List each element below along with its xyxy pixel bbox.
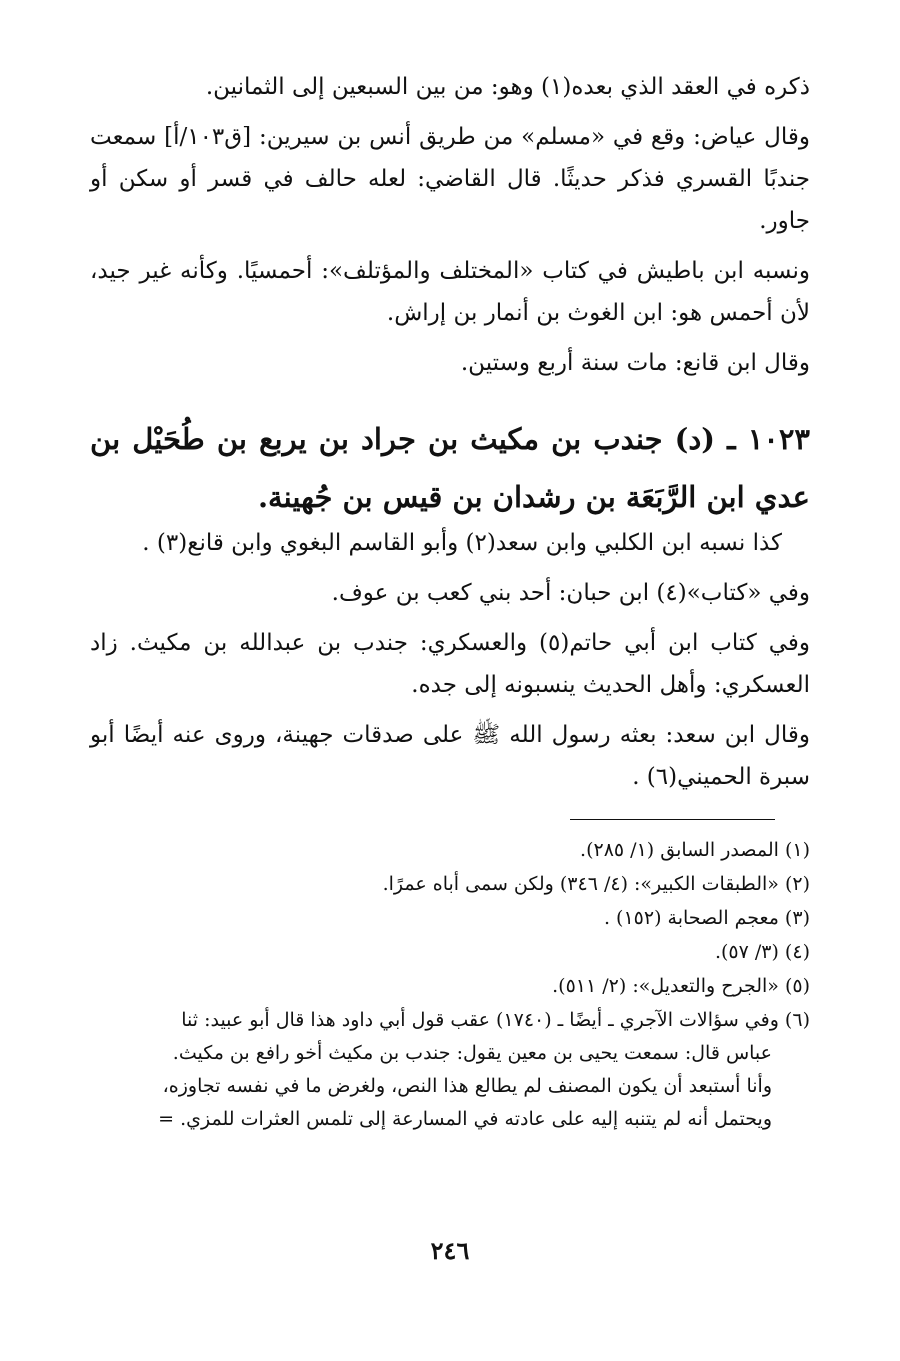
- footnote: (٢) «الطبقات الكبير»: (٤/ ٣٤٦) ولكن سمى أباه عمرًا.: [382, 873, 810, 895]
- footnote: (٦) وفي سؤالات الآجري ـ أيضًا ـ (١٧٤٠) عقب قول أبي داود هذا قال أبو عبيد: ثنا: [181, 1009, 810, 1031]
- page-number: ٢٤٦: [430, 1236, 470, 1265]
- paragraph-text: وفي «كتاب»(٤) ابن حبان: أحد بني كعب بن عوف.: [331, 580, 810, 606]
- paragraph-text: كذا نسبه ابن الكلبي وابن سعد(٢) وأبو القاسم البغوي وابن قانع(٣) .: [142, 530, 782, 556]
- footnote-continuation: عباس قال: سمعت يحيى بن معين يقول: جندب بن مكيث أخو رافع بن مكيث.: [172, 1042, 772, 1064]
- footnote-continuation: وأنا أستبعد أن يكون المصنف لم يطالع هذا النص، ولغرض ما في نفسه تجاوزه،: [162, 1075, 772, 1097]
- main-text-upper: [90, 66, 810, 384]
- paragraph-text: وفي كتاب ابن أبي حاتم(٥) والعسكري: جندب بن عبدالله بن مكيث. زاد العسكري: وأهل الحديث ينسبونه إلى جده.: [90, 630, 810, 698]
- footnote: (١) المصدر السابق (١/ ٢٨٥).: [580, 839, 810, 861]
- biography-entry: [90, 410, 810, 526]
- paragraph-text: ونسبه ابن باطيش في كتاب «المختلف والمؤتلف»: أحمسيًا. وكأنه غير جيد، لأن أحمس هو: ابن الغوث بن أنمار بن إراش.: [90, 258, 810, 326]
- paragraph-text: وقال ابن قانع: مات سنة أربع وستين.: [460, 350, 810, 376]
- footnote: (٤) (٣/ ٥٧).: [714, 941, 810, 963]
- footnote: (٣) معجم الصحابة (١٥٢) .: [603, 907, 810, 929]
- paragraph-text: وقال ابن سعد: بعثه رسول الله ﷺ على صدقات جهينة، وروى عنه أيضًا أبو سبرة الحميني(٦) .: [90, 722, 810, 790]
- paragraph-text: ذكره في العقد الذي بعده(١) وهو: من بين السبعين إلى الثمانين.: [205, 74, 810, 100]
- footnote-continuation: ويحتمل أنه لم يتنبه إليه على عادته في المسارعة إلى تلمس العثرات للمزي. =: [158, 1108, 772, 1130]
- footnotes: [90, 833, 810, 1136]
- entry-heading: ١٠٢٣ ـ (د) جندب بن مكيث بن جراد بن يربع بن طُحَيْل بن عدي ابن الرَّبَعَة بن رشدان بن قيس بن جُهينة.: [90, 422, 810, 514]
- footnote-separator: [570, 819, 775, 820]
- paragraph-text: وقال عياض: وقع في «مسلم» من طريق أنس بن سيرين: [ق١٠٣/أ] سمعت جندبًا القسري فذكر حديثًا. قال القاضي: لعله حالف في قسر أو سكن أو جاور.: [90, 124, 811, 234]
- main-text-lower: [90, 522, 810, 798]
- footnote: (٥) «الجرح والتعديل»: (٢/ ٥١١).: [552, 975, 810, 997]
